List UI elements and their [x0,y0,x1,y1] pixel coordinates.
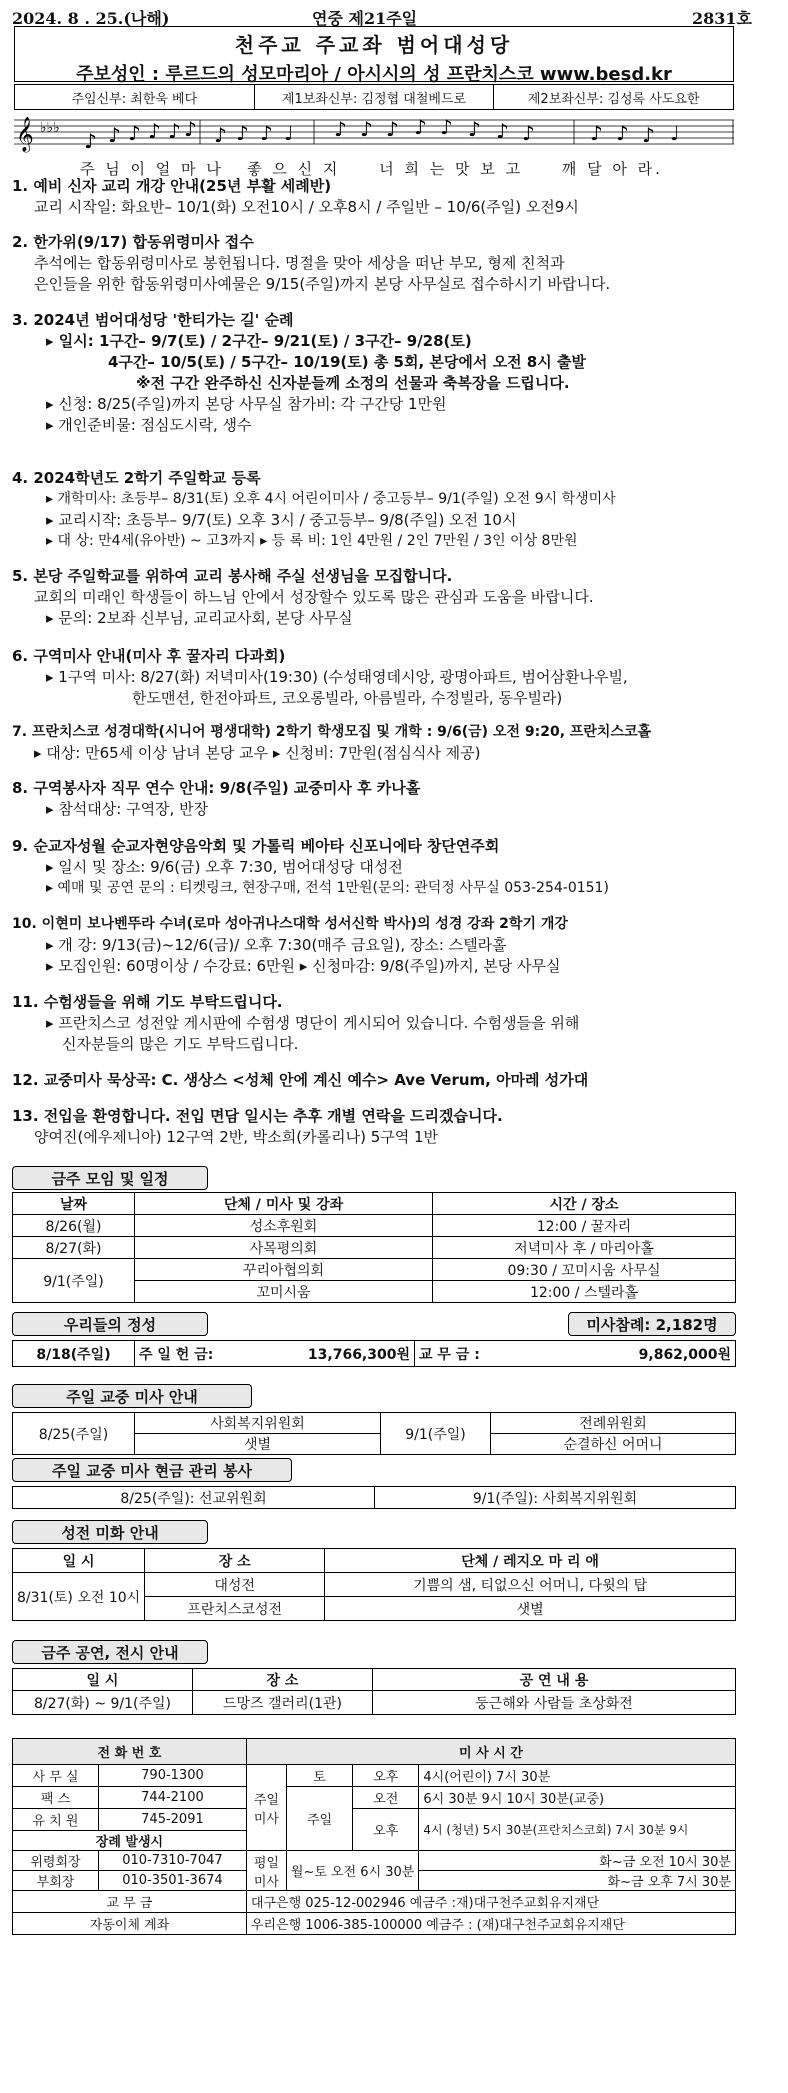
notice-line: ▸ 모집인원: 60명이상 / 수강료: 6만원 ▸ 신청마감: 9/8(주일)까지, 본당 사무실 [46,957,561,975]
svg-text:♩: ♩ [670,121,680,145]
issue-number: 2831호 [692,9,752,28]
notice-line: ▸ 일시 및 장소: 9/6(금) 오후 7:30, 범어대성당 대성전 [46,858,403,876]
altar-label: 성전 미화 안내 [12,1520,208,1544]
svg-text:♪: ♪ [414,115,427,139]
table-row: 꼬미시움 12:00 / 스텔라홀 [13,1281,736,1303]
notice-line: ▸ 개인준비물: 점심도시락, 생수 [46,416,252,434]
notice-title: 2. 한가위(9/17) 합동위령미사 접수 [12,233,254,251]
notice-1 [12,176,776,218]
notice-title: 1. 예비 신자 교리 개강 안내(25년 부활 세례반) [12,177,332,195]
notice-line: ▸ 대상: 만65세 이상 남녀 본당 교우 ▸ 신청비: 7만원(점심식사 제공) [34,744,481,762]
exhibit-label: 금주 공연, 전시 안내 [12,1640,208,1664]
exhibit-table: 일 시 장 소 공 연 내 용 8/27(화) ~ 9/1(주일) 드망즈 갤러리(1관) 둥근해와 사람들 초상화전 [12,1668,736,1715]
notice-5 [12,566,776,629]
notice-title: 11. 수험생들을 위해 기도 부탁드립니다. [12,993,283,1011]
svg-text:♪: ♪ [522,121,535,145]
svg-text:♪: ♪ [168,119,181,143]
attendance-count: 미사참례: 2,182명 [568,1312,736,1336]
notice-line: 교리 시작일: 화요반– 10/1(화) 오전10시 / 오후8시 / 주일반 – 10/6(주일) 오전9시 [34,198,579,216]
notice-line: 한도맨션, 한전아파트, 코오롱빌라, 아름빌라, 수정빌라, 동우빌라) [132,689,563,707]
notice-line: 양여진(에우제니아) 12구역 2반, 박소희(카롤리나) 5구역 1반 [34,1128,439,1146]
notice-7 [12,722,776,764]
svg-text:♪: ♪ [84,129,97,153]
header-bar [12,4,776,28]
notice-6 [12,646,776,709]
treble-clef-icon: 𝄞 [16,117,34,152]
assistant-priest-2: 제2보좌신부: 김성록 사도요한 [527,91,700,107]
svg-text:♭♭♭: ♭♭♭ [40,120,60,136]
notice-title: 7. 프란치스코 성경대학(시니어 평생대학) 2학기 학생모집 및 개학 : 9/6(금) 오전 9:20, 프란치스코홀 [12,724,652,740]
schedule-label: 금주 모임 및 일정 [12,1166,208,1190]
notice-line: ※전 구간 완주하신 신자분들께 소정의 선물과 축복장을 드립니다. [136,374,570,392]
svg-text:♪: ♪ [334,117,347,141]
svg-text:♪: ♪ [616,121,629,145]
notice-8 [12,778,776,820]
notice-title: 10. 이현미 보나벤뚜라 수녀(로마 성아귀나스대학 성서신학 박사)의 성경 강좌 2학기 개강 [12,916,568,932]
title-box [14,26,734,85]
notice-line: ▸ 예매 및 공연 문의 : 티켓링크, 현장구매, 전석 1만원(문의: 관덕정 사무실 053-254-0151) [46,880,609,896]
notice-line: ▸ 문의: 2보좌 신부님, 교리교사회, 본당 사무실 [46,609,353,627]
pastor: 주임신부: 최한욱 베다 [15,85,255,109]
svg-text:♪: ♪ [236,121,249,145]
notice-title: 12. 교중미사 묵상곡: C. 생상스 <성체 안에 계신 예수> Ave Verum, 아마레 성가대 [12,1071,589,1089]
notice-line: 은인들을 위한 합동위령미사예물은 9/15(주일)까지 본당 사무실로 접수하시기 바랍니다. [34,275,611,293]
offering-label: 우리들의 정성 [12,1312,208,1336]
schedule-table [12,1192,736,1303]
notice-title: 13. 전입을 환영합니다. 전입 면담 일시는 추후 개별 연락을 드리겠습니다. [12,1107,503,1125]
column-header: 날짜 [13,1193,135,1215]
assistant-priest-1: 제1보좌신부: 김정협 대철베드로 [255,85,495,109]
notice-4 [12,468,776,552]
notice-line: ▸ 신청: 8/25(주일)까지 본당 사무실 참가비: 각 구간당 1만원 [46,395,447,413]
column-header: 시간 / 장소 [433,1193,736,1215]
patron-saints: 주보성인 : 루르드의 성모마리아 / 아시시의 성 프란치스코 www.besd.kr [76,64,672,85]
cash-service-table: 8/25(주일): 선교위원회 9/1(주일): 사회복지위원회 [12,1486,736,1509]
svg-text:♪: ♪ [468,117,481,141]
notice-title: 9. 순교자성월 순교자현양음악회 및 가톨릭 베아타 신포니에타 창단연주회 [12,837,500,855]
notice-line: ▸ 일시: 1구간– 9/7(토) / 2구간– 9/21(토) / 3구간– 9/28(토) [46,332,472,350]
notice-title: 5. 본당 주일학교를 위하여 교리 봉사해 주실 선생님을 모집합니다. [12,567,453,585]
offering-table: 8/18(주일) 주 일 헌 금: 13,766,300원 교 무 금 : 9,862,000원 [12,1340,736,1367]
notice-title: 8. 구역봉사자 직무 연수 안내: 9/8(주일) 교중미사 후 카나홀 [12,779,421,797]
notice-11 [12,992,776,1055]
notice-line: 4구간– 10/5(토) / 5구간– 10/19(토) 총 5회, 본당에서 오전 8시 출발 [108,353,586,371]
notice-line: 신자분들의 많은 기도 부탁드립니다. [62,1035,299,1053]
notice-10 [12,914,776,977]
notice-title: 4. 2024학년도 2학기 주일학교 등록 [12,469,261,487]
notice-line: ▸ 교리시작: 초등부– 9/7(토) 오후 3시 / 중고등부– 9/8(주일) 오전 10시 [46,511,517,529]
svg-text:♪: ♪ [590,121,603,145]
notice-13 [12,1106,776,1148]
church-name: 천주교 주교좌 범어대성당 [234,33,514,57]
svg-text:♪: ♪ [148,119,161,143]
notice-line: ▸ 1구역 미사: 8/27(화) 저녁미사(19:30) (수성태영데시앙, 광명아파트, 범어삼환나우빌, [46,668,628,686]
svg-text:♪: ♪ [440,115,453,139]
svg-text:♪: ♪ [260,121,273,145]
notice-12 [12,1070,776,1091]
footer-table: 전 화 번 호 미 사 시 간 사 무 실 790-1300 주일 미사 토 오후 4시(어린이) 7시 30분 팩 스 744-2100 주일 오전 6시 30분 9시 10시 30분(교중) 유 치 원 745-2091 오후 4시 (청년) 5시 30분(프란치스코회) 7시 30분 9시 장례 발생시 위령회장 010-7310-7047 평일 미사 월~토 오전 6시 30분 화~금 오전 10시 30분 부회장 010-3501-3674 화~금 오후 7시 30분 교 무 금 대구은행 025-12-002946 예금주 :재)대구천주교회유지재단 자동이체 계좌 우리은행 1006-385-100000 예금주 : (재)대구천주교회유지재단 [12,1738,736,1935]
svg-text:♪: ♪ [496,119,509,143]
cash-service-label: 주일 교중 미사 현금 관리 봉사 [12,1458,292,1482]
notice-9 [12,836,776,899]
music-staff [14,112,734,154]
svg-text:♩: ♩ [284,121,294,145]
svg-text:♪: ♪ [642,123,655,147]
notice-line: ▸ 대 상: 만4세(유아반) ~ 고3까지 ▸ 등 록 비: 1인 4만원 / 2인 7만원 / 3인 이상 8만원 [46,533,578,549]
svg-text:♪: ♪ [184,117,197,141]
svg-text:♪: ♪ [386,117,399,141]
notice-line: ▸ 개학미사: 초등부– 8/31(토) 오후 4시 어린이미사 / 중고등부– 9/1(주일) 오전 9시 학생미사 [46,491,616,507]
week-text: 연중 제21주일 [312,9,418,28]
mass-guide-table: 8/25(주일) 사회복지위원회 9/1(주일) 전례위원회 샛별 순결하신 어머니 [12,1412,736,1455]
column-header: 단체 / 미사 및 강좌 [135,1193,433,1215]
svg-text:♪: ♪ [214,123,227,147]
notice-2 [12,232,776,295]
table-row: 8/27(화) 사목평의회 저녁미사 후 / 마리아홀 [13,1237,736,1259]
svg-text:♪: ♪ [108,123,121,147]
table-row: 9/1(주일) 꾸리아협의회 09:30 / 꼬미시움 사무실 [13,1259,736,1281]
mass-guide-label: 주일 교중 미사 안내 [12,1384,252,1408]
notice-line: ▸ 참석대상: 구역장, 반장 [46,800,209,818]
notice-3 [12,310,776,436]
table-row: 8/26(월) 성소후원회 12:00 / 꿀자리 [13,1215,736,1237]
notice-line: ▸ 프란치스코 성전앞 게시판에 수험생 명단이 게시되어 있습니다. 수험생들을 위해 [46,1014,580,1032]
notice-line: 추석에는 합동위령미사로 봉헌됩니다. 명절을 맞아 세상을 떠난 부모, 형제 친척과 [34,254,565,272]
notice-title: 3. 2024년 범어대성당 '한티가는 길' 순례 [12,311,294,329]
svg-text:♪: ♪ [360,117,373,141]
hymn-lyrics: 주 님 이 얼 마 나 좋 으 신 지 너 희 는 맛 보 고 깨 달 아 라. [80,160,663,178]
notice-line: ▸ 개 강: 9/13(금)~12/6(금)/ 오후 7:30(매주 금요일), 장소: 스텔라홀 [46,936,507,954]
date-text: 2024. 8 . 25.(나해) [12,9,170,28]
notice-line: 교회의 미래인 학생들이 하느님 안에서 성장할수 있도록 많은 관심과 도움을 바랍니다. [34,588,594,606]
svg-text:♪: ♪ [128,121,141,145]
altar-table: 일 시 장 소 단체 / 레지오 마 리 애 8/31(토) 오전 10시 대성전 기쁨의 샘, 티없으신 어머니, 다윗의 탑 프란치스코성전 샛별 [12,1548,736,1621]
notice-title: 6. 구역미사 안내(미사 후 꿀자리 다과회) [12,647,286,665]
priest-box [14,84,734,110]
